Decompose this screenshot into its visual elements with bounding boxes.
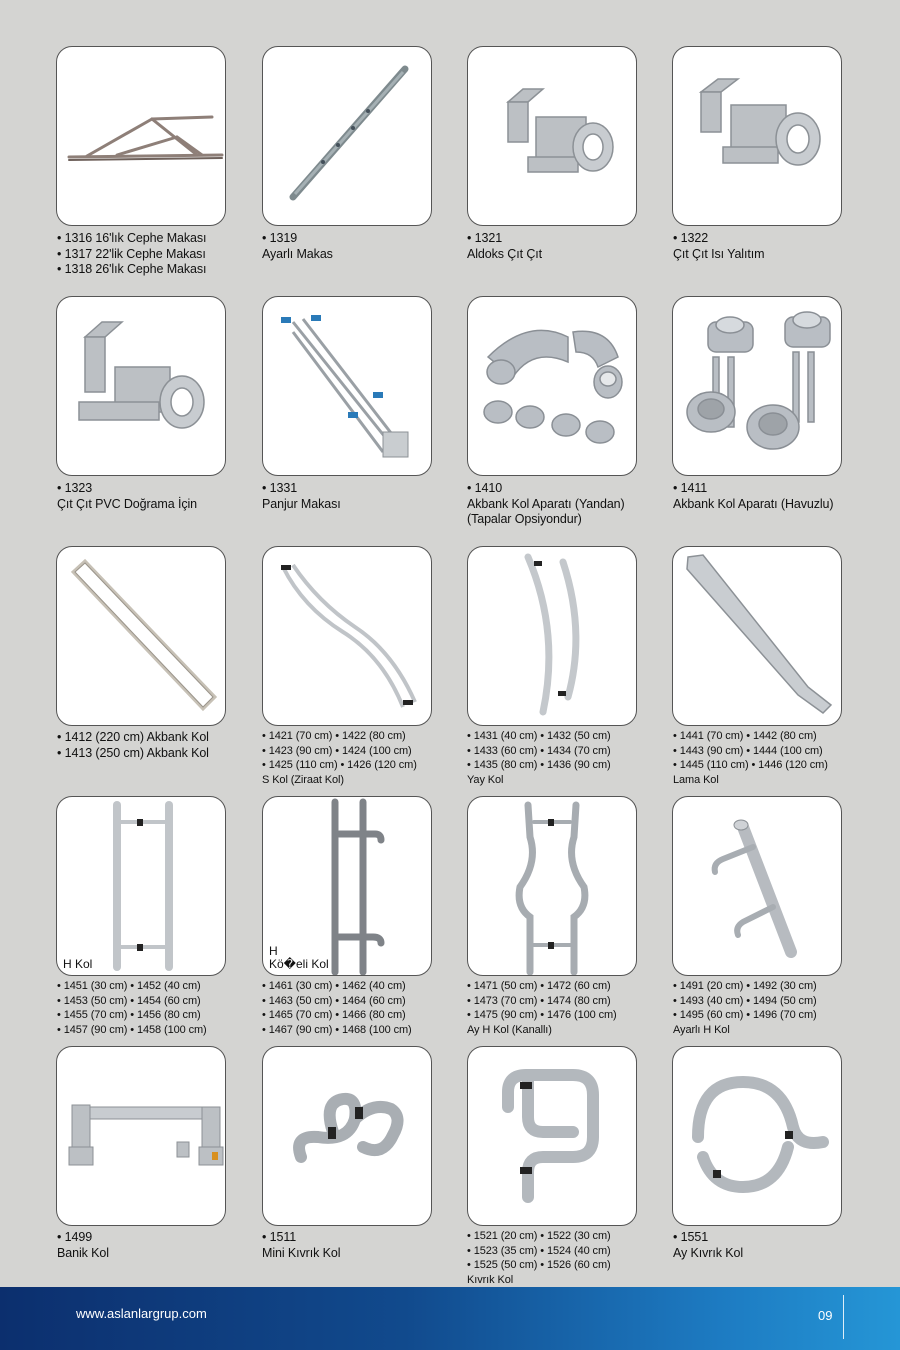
footer-bar [0, 1287, 900, 1350]
product-caption [673, 231, 863, 262]
caption-line: Çıt Çıt Isı Yalıtım [673, 246, 765, 261]
caption-line: • 1491 (20 cm) • 1492 (30 cm) [673, 980, 817, 992]
caption-line: • 1321 [467, 231, 503, 245]
caption-line: • 1425 (110 cm) • 1426 (120 cm) [262, 759, 417, 771]
product-caption [57, 231, 247, 278]
product-caption [57, 730, 247, 761]
product-image-akbank-kol [56, 546, 226, 726]
caption-line: • 1471 (50 cm) • 1472 (60 cm) [467, 980, 611, 992]
product-caption [673, 1230, 863, 1261]
product-image-cephe-makasi [56, 46, 226, 226]
caption-line: • 1431 (40 cm) • 1432 (50 cm) [467, 730, 611, 742]
caption-line: • 1455 (70 cm) • 1456 (80 cm) [57, 1009, 201, 1021]
inner-label-line: H [269, 944, 278, 958]
product-image-ayarli-makas [262, 46, 432, 226]
caption-line: • 1421 (70 cm) • 1422 (80 cm) [262, 730, 406, 742]
caption-line: • 1435 (80 cm) • 1436 (90 cm) [467, 759, 611, 771]
product-image-lama-kol [672, 546, 842, 726]
product-caption [467, 481, 657, 528]
caption-line: • 1473 (70 cm) • 1474 (80 cm) [467, 994, 611, 1007]
product-caption [467, 979, 657, 1037]
caption-line: • 1433 (60 cm) • 1434 (70 cm) [467, 744, 611, 757]
product-caption [467, 1229, 657, 1287]
product-caption [262, 729, 452, 787]
caption-line: Ayarlı H Kol [673, 1023, 730, 1036]
caption-line: • 1317 22'lik Cephe Makası [57, 246, 206, 261]
caption-line: Panjur Makası [262, 496, 341, 511]
caption-line: Çıt Çıt PVC Doğrama İçin [57, 496, 198, 511]
caption-line: • 1525 (50 cm) • 1526 (60 cm) [467, 1259, 611, 1271]
product-caption [673, 481, 863, 512]
caption-line: • 1331 [262, 481, 298, 495]
caption-line: • 1423 (90 cm) • 1424 (100 cm) [262, 744, 412, 757]
caption-line: • 1412 (220 cm) Akbank Kol [57, 730, 209, 744]
caption-line: • 1451 (30 cm) • 1452 (40 cm) [57, 980, 201, 992]
product-image-cit-cit-pvc [56, 296, 226, 476]
caption-line: • 1499 [57, 1230, 93, 1244]
product-image-ay-kivrik-kol [672, 1046, 842, 1226]
product-caption [262, 231, 452, 262]
caption-line: • 1453 (50 cm) • 1454 (60 cm) [57, 994, 201, 1007]
caption-line: Akbank Kol Aparatı (Yandan) [467, 496, 625, 511]
product-image-kivrik-kol [467, 1046, 637, 1226]
product-image-panjur-makasi [262, 296, 432, 476]
caption-line: Lama Kol [673, 773, 719, 786]
caption-line: • 1319 [262, 231, 298, 245]
product-image-kose-h-kol [262, 796, 432, 976]
caption-line: Akbank Kol Aparatı (Havuzlu) [673, 496, 834, 511]
product-caption [57, 979, 247, 1037]
product-caption [262, 979, 452, 1037]
caption-line: • 1441 (70 cm) • 1442 (80 cm) [673, 730, 817, 742]
footer-divider [843, 1295, 844, 1339]
product-image-s-kol [262, 546, 432, 726]
caption-line: Yay Kol [467, 773, 504, 786]
product-image-akbank-kol-aparati-havuzlu [672, 296, 842, 476]
website-link[interactable]: www.aslanlargrup.com [76, 1306, 207, 1321]
caption-line: • 1461 (30 cm) • 1462 (40 cm) [262, 980, 406, 992]
caption-line: Ayarlı Makas [262, 246, 333, 261]
inner-label [63, 958, 92, 971]
caption-line: • 1521 (20 cm) • 1522 (30 cm) [467, 1230, 611, 1242]
caption-line: • 1551 [673, 1230, 709, 1244]
product-image-yay-kol [467, 546, 637, 726]
caption-line: • 1445 (110 cm) • 1446 (120 cm) [673, 759, 828, 771]
product-caption [467, 729, 657, 787]
inner-label-line: Kö�eli Kol [269, 957, 329, 971]
caption-line: • 1465 (70 cm) • 1466 (80 cm) [262, 1009, 406, 1021]
product-image-ay-h-kol [467, 796, 637, 976]
caption-line: S Kol (Ziraat Kol) [262, 773, 344, 786]
product-caption [673, 729, 863, 787]
inner-label [269, 945, 329, 971]
product-caption [467, 231, 657, 262]
caption-line: • 1467 (90 cm) • 1468 (100 cm) [262, 1023, 412, 1036]
product-caption [262, 481, 452, 512]
product-image-akbank-kol-aparati-yandan [467, 296, 637, 476]
caption-line: • 1523 (35 cm) • 1524 (40 cm) [467, 1244, 611, 1257]
caption-line: • 1410 [467, 481, 503, 495]
product-caption [673, 979, 863, 1037]
product-caption [262, 1230, 452, 1261]
caption-line: • 1493 (40 cm) • 1494 (50 cm) [673, 994, 817, 1007]
caption-line: • 1475 (90 cm) • 1476 (100 cm) [467, 1009, 617, 1021]
product-caption [57, 1230, 247, 1261]
caption-line: Kıvrık Kol [467, 1273, 514, 1286]
product-image-aldoks-cit-cit [467, 46, 637, 226]
caption-line: • 1511 [262, 1230, 297, 1244]
inner-label-line: H Kol [63, 957, 93, 971]
caption-line: • 1457 (90 cm) • 1458 (100 cm) [57, 1023, 207, 1036]
caption-line: Ay H Kol (Kanallı) [467, 1023, 552, 1036]
caption-line: • 1316 16'lık Cephe Makası [57, 231, 207, 245]
product-image-cit-cit-isi-yalitim [672, 46, 842, 226]
caption-line: • 1411 [673, 481, 708, 495]
product-caption [57, 481, 247, 512]
caption-line: Banik Kol [57, 1245, 109, 1260]
caption-line: Aldoks Çıt Çıt [467, 246, 543, 261]
caption-line: • 1495 (60 cm) • 1496 (70 cm) [673, 1009, 817, 1021]
caption-line: Ay Kıvrık Kol [673, 1245, 744, 1260]
caption-line: • 1318 26'lık Cephe Makası [57, 262, 207, 276]
caption-line: (Tapalar Opsiyondur) [467, 512, 582, 526]
caption-line: • 1413 (250 cm) Akbank Kol [57, 745, 209, 760]
caption-line: Mini Kıvrık Kol [262, 1245, 341, 1260]
caption-line: • 1463 (50 cm) • 1464 (60 cm) [262, 994, 406, 1007]
product-image-h-kol [56, 796, 226, 976]
product-image-ayarli-h-kol [672, 796, 842, 976]
caption-line: • 1322 [673, 231, 709, 245]
caption-line: • 1443 (90 cm) • 1444 (100 cm) [673, 744, 823, 757]
page-number: 09 [818, 1308, 833, 1323]
caption-line: • 1323 [57, 481, 93, 495]
product-image-mini-kivrik-kol [262, 1046, 432, 1226]
product-image-banik-kol [56, 1046, 226, 1226]
